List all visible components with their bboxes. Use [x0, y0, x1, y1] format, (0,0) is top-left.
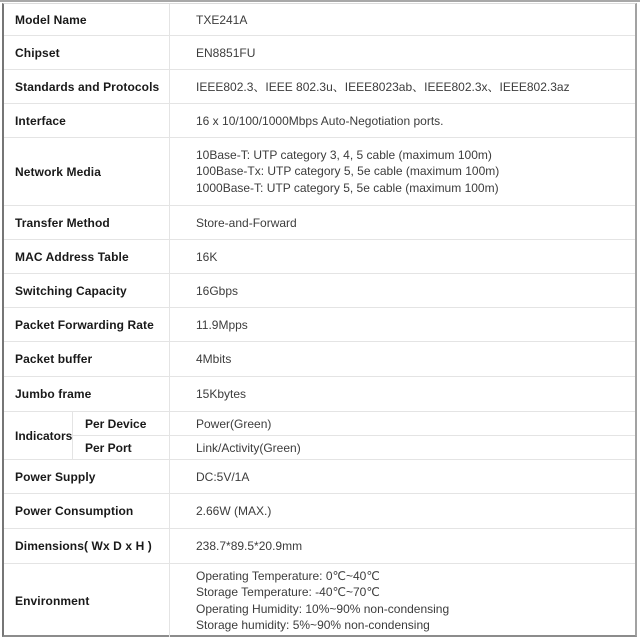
table-row	[4, 103, 635, 137]
spec-value-packet-buffer: 4Mbits	[196, 352, 232, 366]
spec-value-mac-address-table: 16K	[196, 249, 218, 264]
specification-table	[2, 3, 637, 637]
spec-label-chipset: Chipset	[4, 36, 170, 69]
environment-line-3: Operating Humidity: 10%~90% non-condensing	[196, 601, 450, 616]
spec-value-packet-forwarding-rate: 11.9Mpps	[196, 317, 248, 332]
spec-value-environment	[170, 564, 635, 637]
environment-line-4: Storage humidity: 5%~90% non-condensing	[196, 618, 430, 632]
spec-subvalue-per-device: Power(Green)	[196, 416, 272, 431]
spec-value-standards: IEEE802.3、IEEE 802.3u、IEEE8023ab、IEEE802.3x、IEEE802.3az	[196, 80, 570, 94]
spec-value-switching-capacity: 16Gbps	[196, 283, 239, 298]
table-row	[4, 307, 635, 341]
network-media-line-3: 1000Base-T: UTP category 5, 5e cable (maximum 100m)	[196, 180, 499, 195]
spec-label-indicators: Indicators	[4, 412, 73, 459]
spec-sublabel-per-port: Per Port	[73, 436, 170, 459]
spec-label-environment: Environment	[4, 564, 170, 637]
spec-value-jumbo-frame: 15Kbytes	[196, 387, 247, 401]
environment-line-1: Operating Temperature: 0℃~40℃	[196, 568, 380, 583]
table-row	[4, 35, 635, 69]
table-row	[4, 493, 635, 528]
spec-label-power-supply: Power Supply	[4, 460, 170, 493]
spec-label-model-name: Model Name	[4, 4, 170, 35]
network-media-line-1: 10Base-T: UTP category 3, 4, 5 cable (maximum 100m)	[196, 147, 492, 162]
indicators-subrow	[73, 435, 635, 459]
table-row	[4, 4, 635, 35]
spec-label-packet-buffer: Packet buffer	[4, 342, 170, 376]
spec-label-jumbo-frame: Jumbo frame	[4, 377, 170, 411]
spec-label-standards: Standards and Protocols	[4, 70, 170, 103]
spec-label-network-media: Network Media	[4, 138, 170, 205]
spec-value-chipset: EN8851FU	[196, 45, 256, 60]
indicators-subrow	[73, 412, 635, 435]
table-row	[4, 239, 635, 273]
spec-label-dimensions: Dimensions( Wx D x H )	[4, 529, 170, 563]
spec-label-power-consumption: Power Consumption	[4, 494, 170, 528]
spec-label-mac-address-table: MAC Address Table	[4, 240, 170, 273]
spec-label-transfer-method: Transfer Method	[4, 206, 170, 239]
table-row-indicators	[4, 411, 635, 459]
spec-sublabel-per-device: Per Device	[73, 412, 170, 435]
spec-value-dimensions: 238.7*89.5*20.9mm	[196, 539, 303, 553]
table-row	[4, 205, 635, 239]
environment-line-2: Storage Temperature: -40℃~70℃	[196, 585, 380, 599]
spec-value-model-name: TXE241A	[196, 12, 248, 27]
spec-value-interface: 16 x 10/100/1000Mbps Auto-Negotiation ports.	[196, 113, 444, 128]
indicators-subtable	[73, 412, 635, 459]
table-row	[4, 69, 635, 103]
spec-label-switching-capacity: Switching Capacity	[4, 274, 170, 307]
table-row	[4, 563, 635, 637]
table-row	[4, 528, 635, 563]
spec-label-interface: Interface	[4, 104, 170, 137]
spec-value-transfer-method: Store-and-Forward	[196, 215, 297, 230]
network-media-line-2: 100Base-Tx: UTP category 5, 5e cable (maximum 100m)	[196, 164, 500, 179]
table-row	[4, 341, 635, 376]
spec-subvalue-per-port: Link/Activity(Green)	[196, 440, 301, 455]
spec-label-packet-forwarding-rate: Packet Forwarding Rate	[4, 308, 170, 341]
spec-value-power-consumption: 2.66W (MAX.)	[196, 504, 272, 518]
spec-value-network-media	[170, 138, 635, 205]
table-row	[4, 376, 635, 411]
table-row	[4, 273, 635, 307]
table-row	[4, 459, 635, 493]
image-top-edge	[0, 0, 640, 2]
table-row	[4, 137, 635, 205]
spec-value-power-supply: DC:5V/1A	[196, 469, 250, 484]
